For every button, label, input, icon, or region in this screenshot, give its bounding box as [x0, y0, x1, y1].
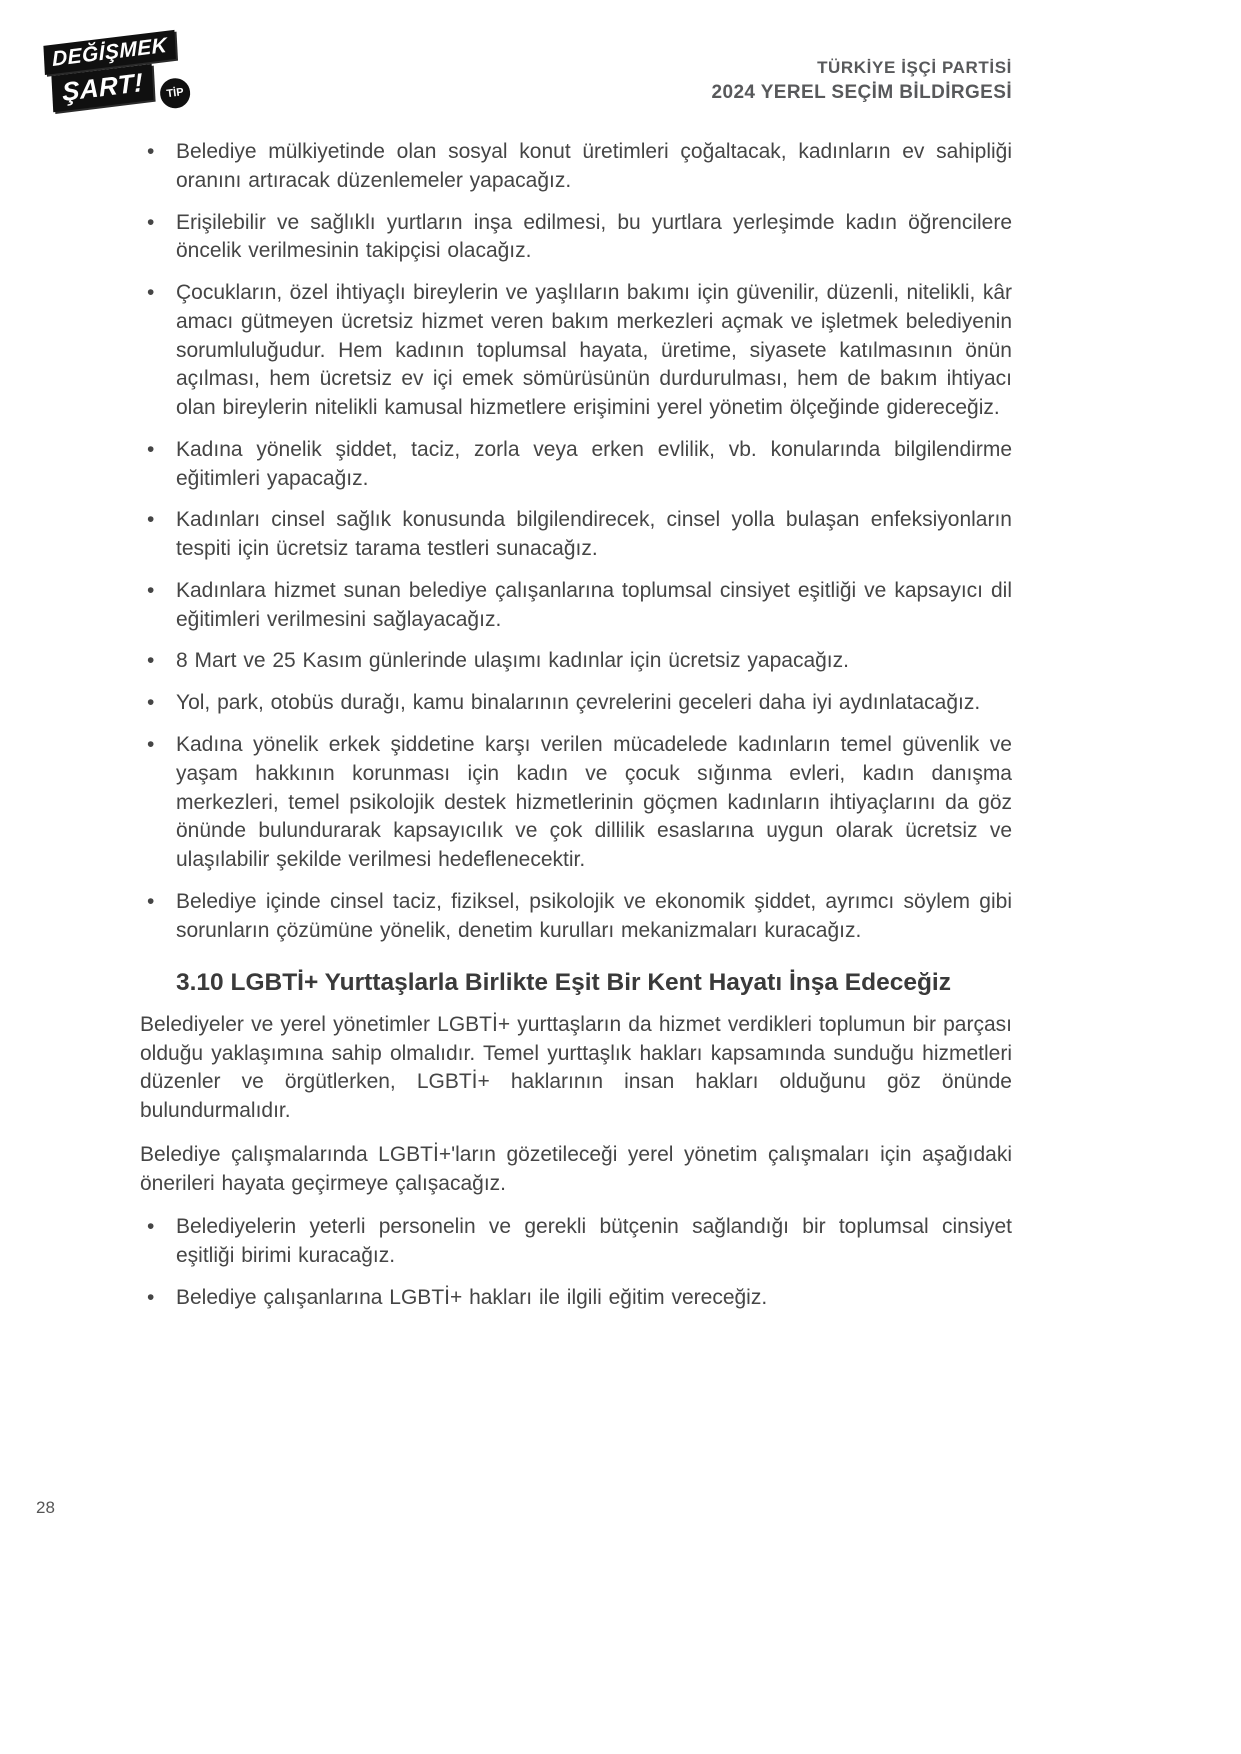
bullet-item: • Belediyelerin yeterli personelin ve gerekli bütçenin sağlandığı bir toplumsal cinsiyet eşitliği birimi kuracağız.: [140, 1213, 1012, 1271]
bullet-item: • Kadınlara hizmet sunan belediye çalışanlarına toplumsal cinsiyet eşitliği ve kapsayıcı dil eğitimleri verilmesini sağlayacağız.: [140, 577, 1012, 635]
bullet-item: • Kadına yönelik şiddet, taciz, zorla veya erken evlilik, vb. konularında bilgilendirme eğitimleri yapacağız.: [140, 436, 1012, 494]
bullet-list-top: [140, 138, 1012, 945]
logo-text-sart: ŞART!: [51, 64, 154, 112]
bullet-item: • Belediye mülkiyetinde olan sosyal konut üretimleri çoğaltacak, kadınların ev sahipliği oranını artıracak düzenlemeler yapacağız.: [140, 138, 1012, 196]
bullet-item: • Yol, park, otobüs durağı, kamu binalarının çevrelerini geceleri daha iyi aydınlatacağız.: [140, 689, 1012, 718]
paragraph: Belediyeler ve yerel yönetimler LGBTİ+ yurttaşların da hizmet verdikleri toplumun bir parçası olduğu yaklaşımına sahip olmalıdır. Temel yurttaşlık hakları kapsamında sunduğu hizmetleri düzenler ve örgütlerken, LGBTİ+ haklarının insan hakları olduğunu göz önünde bulundurmalıdır.: [140, 1012, 1012, 1123]
party-logo: [42, 30, 185, 112]
bullet-item: • Kadına yönelik erkek şiddetine karşı verilen mücadelede kadınların temel güvenlik ve yaşam hakkının korunması için kadın ve çocuk sığınma evleri, kadın danışma merkezleri, temel psikolojik destek hizmetlerinin göçmen kadınların ihtiyaçlarını da göz önünde bulundurarak kapsayıcılık ve çok dillilik esaslarına uygun olarak ücretsiz ve ulaşılabilir şekilde verilmesi hedeflenecektir.: [140, 731, 1012, 875]
bullet-list-bottom: [140, 1213, 1012, 1312]
page-number: 28: [36, 1498, 55, 1517]
bullet-item: • Kadınları cinsel sağlık konusunda bilgilendirecek, cinsel yolla bulaşan enfeksiyonların tespiti için ücretsiz tarama testleri sunacağız.: [140, 506, 1012, 564]
logo-text-degismek: DEĞİŞMEK: [43, 30, 176, 75]
bullet-item: • 8 Mart ve 25 Kasım günlerinde ulaşımı kadınlar için ücretsiz yapacağız.: [140, 647, 1012, 676]
bullet-item: • Belediye çalışanlarına LGBTİ+ hakları ile ilgili eğitim vereceğiz.: [140, 1284, 1012, 1313]
tip-emblem-icon: TİP: [155, 73, 195, 113]
header-titles: [712, 58, 1012, 104]
paragraph: Belediye çalışmalarında LGBTİ+'ların gözetileceği yerel yönetim çalışmaları için aşağıdaki önerileri hayata geçirmeye çalışacağız.: [140, 1142, 1012, 1195]
bullet-item: • Çocukların, özel ihtiyaçlı bireylerin ve yaşlıların bakımı için güvenilir, düzenli, nitelikli, kâr amacı gütmeyen ücretsiz hizmet veren bakım merkezleri açmak ve işletmek belediyenin sorumluluğudur. Hem kadının toplumsal hayata, üretime, siyasete katılmasının önün açılması, hem ücretsiz ev içi emek sömürüsünün durdurulması, hem de bakım ihtiyacı olan bireylerin nitelikli kamusal hizmetlere erişimini yerel yönetim ölçeğinde gidereceğiz.: [140, 279, 1012, 423]
bullet-item: • Erişilebilir ve sağlıklı yurtların inşa edilmesi, bu yurtlara yerleşimde kadın öğrencilere öncelik verilmesinin takipçisi olacağız.: [140, 209, 1012, 267]
document-body: [140, 138, 1012, 1326]
manifesto-title: 2024 YEREL SEÇİM BİLDİRGESİ: [711, 82, 1012, 103]
section-heading: 3.10 LGBTİ+ Yurttaşlarla Birlikte Eşit Bir Kent Hayatı İnşa Edeceğiz: [176, 969, 951, 997]
party-name: TÜRKİYE İŞÇİ PARTİSİ: [817, 58, 1012, 77]
bullet-item: • Belediye içinde cinsel taciz, fiziksel, psikolojik ve ekonomik şiddet, ayrımcı söylem gibi sorunların çözümüne yönelik, denetim kurulları mekanizmaları kuracağız.: [140, 888, 1012, 946]
